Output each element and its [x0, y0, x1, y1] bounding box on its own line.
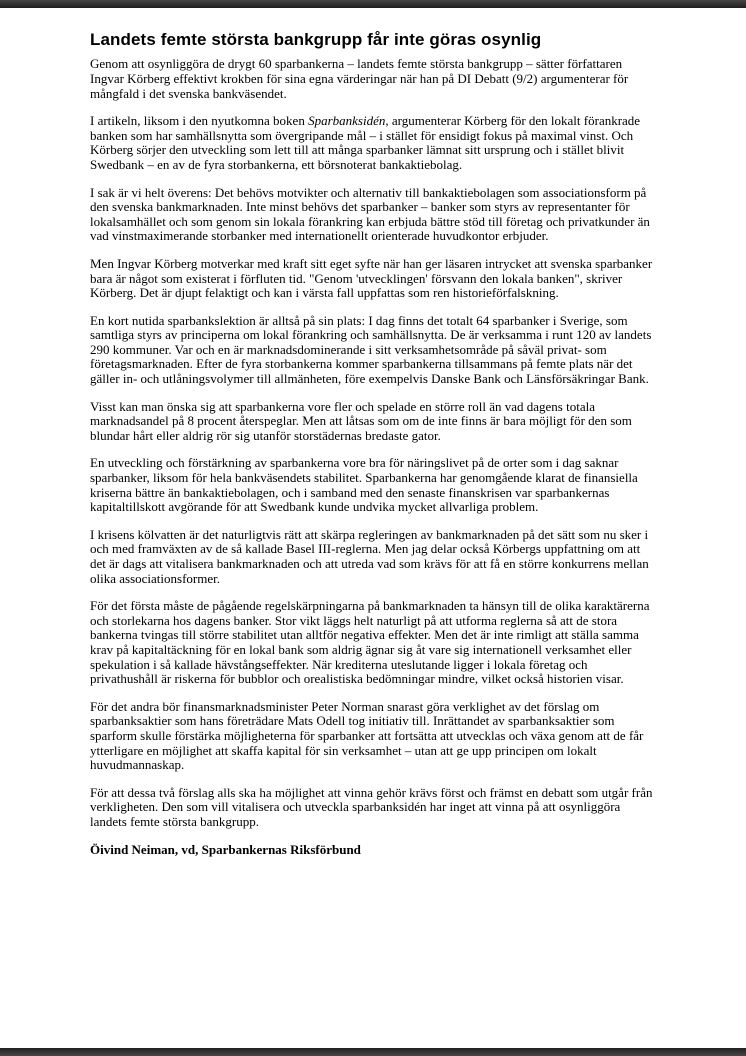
- text-segment: För att dessa två förslag alls ska ha möjlighet att vinna gehör krävs först och främst en debatt som utgår från verkligheten. Den som vill vitalisera och utveckla sparbanksidén har inget att vinna på att osynliggöra landets femte största bankgrupp.: [90, 784, 653, 829]
- paragraph: [90, 599, 656, 687]
- paragraph: [90, 456, 656, 514]
- paragraph: [90, 114, 656, 172]
- text-segment: Men Ingvar Körberg motverkar med kraft sitt eget syfte när han ger läsaren intrycket att svenska sparbanker bara är något som existerat i förfluten tid. "Genom 'utvecklingen' försvann den lokala banken", skriver Körberg. Det är djupt felaktigt och kan i värsta fall uppfattas som ren historieförfalskning.: [90, 255, 653, 301]
- paragraph: [90, 57, 656, 101]
- italic-text-segment: Sparbanksidén: [308, 113, 386, 129]
- text-segment: I artikeln, liksom i den nyutkomna boken: [90, 113, 309, 129]
- paragraph: [90, 186, 656, 244]
- paragraph: [90, 786, 656, 830]
- text-segment: För det första måste de pågående regelskärpningarna på bankmarknaden ta hänsyn till de olika karaktärerna och storlekarna hos dagens banker. Stor vikt läggs helt naturligt på att utforma reglerna så att de stora bankerna tvingas till större stabilitet utan alltför negativa effekter. Men det är inte rimligt att ställa samma krav på kapitaltäckning för en lokal bank som aldrig ägnar sig åt vare sig internationell verksamhet eller spekulation i så kallade hävstångseffekter. När krediterna uteslutande ligger i lokala företag och privathushåll är riskerna för bubblor och orealistiska bedömningar mindre, vilket också historien visar.: [90, 598, 650, 687]
- page-top-edge: [0, 0, 746, 8]
- article-title: Landets femte största bankgrupp får inte göras osynlig: [90, 30, 542, 49]
- article: [90, 30, 656, 857]
- paragraph: [90, 257, 656, 301]
- author-signature: Öivind Neiman, vd, Sparbankernas Riksförbund: [90, 841, 361, 857]
- page-bottom-edge: [0, 1048, 746, 1056]
- article-paragraphs: [90, 57, 656, 829]
- text-segment: I krisens kölvatten är det naturligtvis rätt att skärpa regleringen av bankmarknaden på det sätt som nu sker i och med framväxten av de så kallade Basel III-reglerna. Men jag delar också Körbergs uppfattning om att det är dags att vitalisera bankmarknaden och att utreda vad som krävs för att få en större konkurrens mellan olika associationsformer.: [90, 526, 649, 586]
- text-segment: Visst kan man önska sig att sparbankerna vore fler och spelade en större roll än vad dagens totala marknadsandel på 8 procent återspeglar. Men att låtsas som om de inte finns är bara möjligt för den som blundar hårt eller aldrig rör sig utanför storstädernas bredaste gator.: [90, 398, 632, 443]
- text-segment: , argumenterar Körberg för den lokalt förankrade banken som har samhällsnytta som övergripande mål – i stället för ensidigt fokus på maximal vinst. Och Körberg sörjer den utveckling som lett till att många sparbanker lämnat sitt ursprung och i stället blivit Swedbank – en av de fyra storbankerna, ett börsnoterat bankaktiebolag.: [90, 113, 641, 172]
- text-segment: För det andra bör finansmarknadsminister Peter Norman snarast göra verklighet av det förslag om sparbanksaktier som hans företrädare Mats Odell tog initiativ till. Inrättandet av sparbanksaktier som sparform skulle förstärka möjligheterna för sparbanker att fortsätta att utvecklas och växa genom att de får ytterligare en möjlighet att skaffa kapital för sin verksamhet – utan att ge upp principen om lokalt huvudmannaskap.: [90, 698, 644, 773]
- paragraph: [90, 400, 656, 444]
- text-segment: Genom att osynliggöra de drygt 60 sparbankerna – landets femte största bankgrupp – sätter författaren Ingvar Körberg effektivt krokben för sina egna värderingar när han på DI Debatt (9/2) argumenterar för mångfald i det svenska bankväsendet.: [90, 56, 629, 101]
- paragraph: [90, 528, 656, 586]
- text-segment: En kort nutida sparbankslektion är alltså på sin plats: I dag finns det totalt 64 sparbanker i Sverige, som samtliga styrs av principerna om lokal förankring och samhällsnytta. De är verksamma i runt 120 av landets 290 kommuner. Var och en är marknadsdominerande i sitt verksamhetsområde på såväl privat- som företagsmarknaden. Efter de fyra storbankerna kommer sparbankerna tillsammans på femte plats när det gäller in- och utlåningsvolymer till allmänheten, före exempelvis Danske Bank och Länsförsäkringar Bank.: [90, 312, 652, 387]
- text-segment: I sak är vi helt överens: Det behövs motvikter och alternativ till bankaktiebolagen som associationsform på den svenska bankmarknaden. Inte minst behövs det sparbanker – banker som styrs av representanter för lokalsamhället och som genom sin lokala förankring kan erbjuda bättre stöd till företag och privatkunder än vad vinstmaximerande storbanker med internationellt orienterade huvudkontor erbjuder.: [90, 184, 650, 244]
- paragraph: [90, 700, 656, 773]
- paragraph: [90, 314, 656, 387]
- text-segment: En utveckling och förstärkning av sparbankerna vore bra för näringslivet på de orter som i dag saknar sparbanker, liksom för hela bankväsendets stabilitet. Sparbankerna har genomgående klarat de finansiella kriserna bättre än bankaktiebolagen, och i samband med den senaste finanskrisen var sparbankernas kapitaltillskott avgörande för att Swedbank kunde undvika mycket allvarliga problem.: [90, 455, 638, 515]
